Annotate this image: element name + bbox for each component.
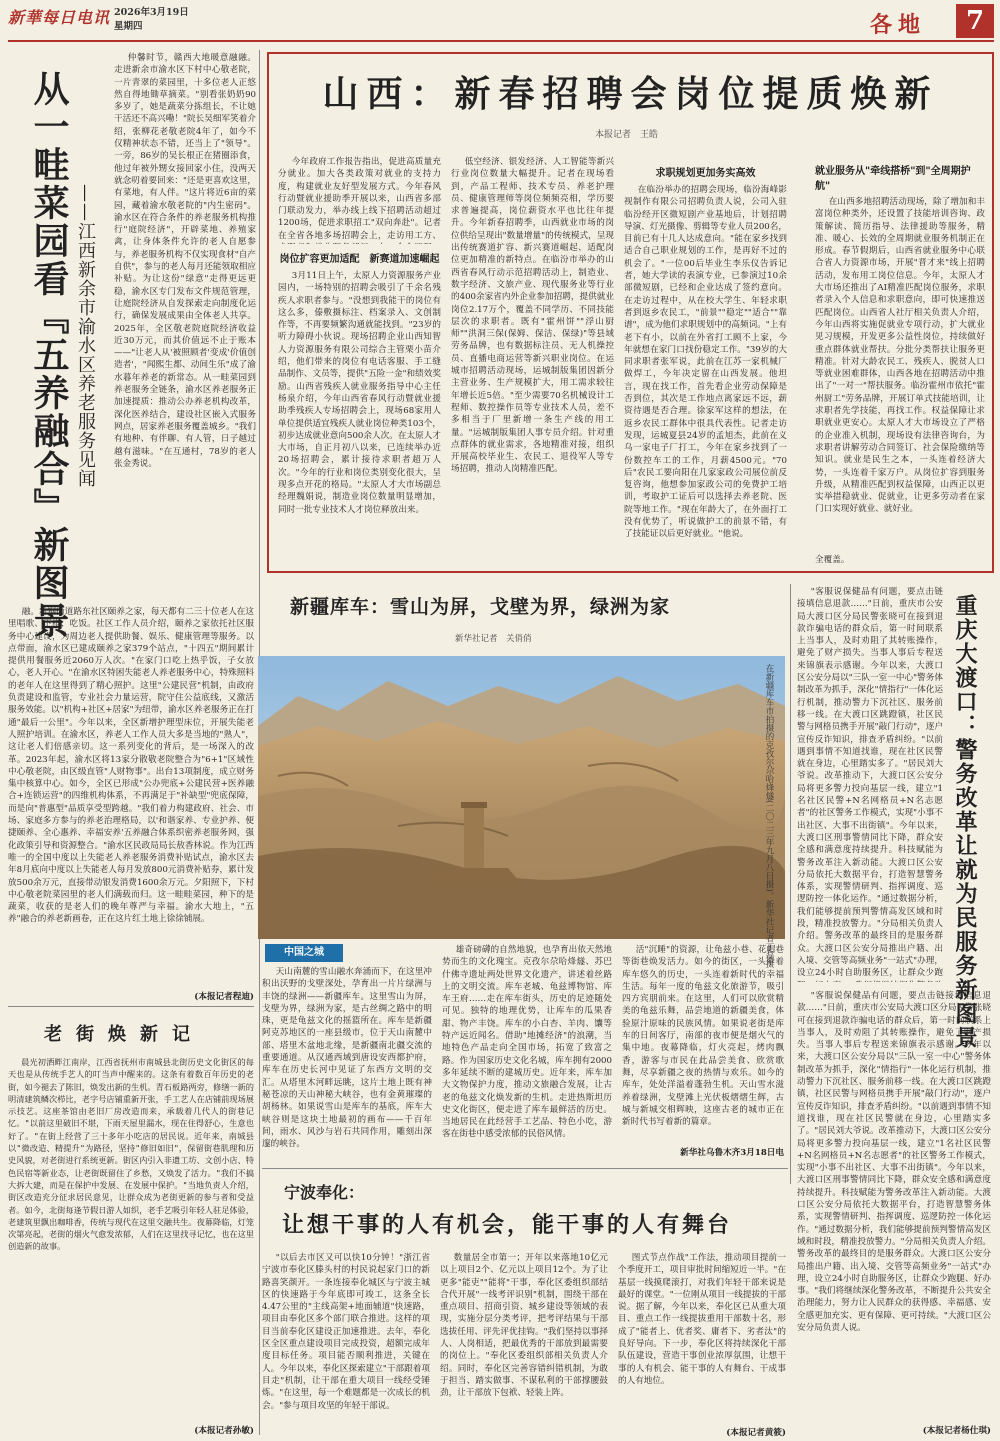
- left-story-subhead: ——江西新余市渝水区养老服务见闻: [75, 184, 96, 488]
- section-name: 各地: [870, 12, 927, 38]
- old-street-body: 晨光初洒畔江南岸，江西省抚州市南城县北街历史文化街区的每天也是从传统手艺人的叮当声中醒来的。这条有着数百年历史的老街，如今褪去了陈旧，焕发出新的生机。青石板路两旁，修缮一新的明清建筑鳞次栉比，老字号店铺重新开张，手工艺人在店铺前现场展示技艺。这座茶馆由老旧厂房改造而来，承载着几代人的街巷记忆。"以前这里破旧不堪，下雨天屋里漏水，现在住得舒心，生意也好了。"在街上经营了三十多年小吃店的居民说。近年来，南城县以"微改造、精提升"为路径，坚持"修旧如旧"，保留街巷肌理和历史风貌，对老街进行系统更新。街区内引入非遗工坊、文创小店、特色民宿等新业态，让老街既留住了乡愁，又焕发了活力。"我们不搞大拆大建，而是在保护中发展、在发展中保护。"当地负责人介绍，街区改造充分征求居民意见，让群众成为老街更新的参与者和受益者。如今，北街每逢节假日游人如织，老手艺吸引年轻人驻足体验，老建筑里飘出咖啡香，传统与现代在这里交融共生。夜幕降临，灯笼次第亮起，老街的烟火气愈发浓郁，人们在这里找寻记忆，也在这里创造新的故事。: [8, 1057, 254, 1252]
- issue-weekday: 星期四: [114, 21, 143, 32]
- issue-date: 2026年3月19日: [114, 7, 189, 18]
- xinjiang-photo-caption: 在新疆库车市拍摄的克孜尔尕哈烽燧(二〇二三年九月八日摄)。新华社记者丁磊摄: [764, 664, 774, 969]
- shanxi-col1-body: 3月11日上午，太原人力资源服务产业园内，一场特别的招聘会吸引了千余名残疾人求职者参与。"没想到我能干的岗位有这么多，傣敷摄标注、档案录入、文创制作等，不再要频繁沟通就能找到。"23岁的听力障碍小伙说。现场招聘企业山西知智人力资源服务有限公司综合主管栗小苗介绍，他们带来的岗位有电话客服、手工缝品制作、文员等，提供"五险一金"和绩效奖励。山西省残疾人就业服务指导中心主任杨泉介绍，今年山西省春风行动暨就业援助季残疾人专场招聘会上，现场68家用人单位提供适宜残疾人就业岗位种类103个，初步达成就业意向500余人次。在太原人才大市场，自正月初八以来，已连续举办近20场招聘会，累计接待求职者超万人次。"今年的行业和岗位类别变化很大，呈现多点开花的格局。"太原人才大市场副总经理魏娟说，制造业岗位数量明显增加，同时一批专业技术人才岗位释放出来。: [278, 271, 441, 515]
- chongqing-headline: 重庆大渡口：警务改革让就为民服务新图景: [952, 594, 978, 1050]
- xinjiang-col3: 活"沉睡"的资源，让龟兹小巷、花帽巷等街巷焕发活力。如今的街区，一头牵着库车悠久的历史，一头连着新时代的幸福生活。每年一度的龟兹文化旅游节，吸引四方宾朋前来。在这里，人们可以欣赏精美的龟兹乐舞，品尝地道的新疆美食，体验原汁原味的民族风情。如果说老街是库车的日间客厅，南部的夜市便是烟火气的集中地。夜幕降临，灯火亮起，烤肉飘香，游客与市民在此品尝美食、欣赏歌舞，尽享新疆之夜的热情与欢乐。如今的库车，处处洋溢着蓬勃生机。天山雪水滋养着绿洲，戈壁滩上光伏板熠熠生辉，古城与新城交相辉映，这座古老的城市正在新时代书写着新的篇章。: [622, 945, 784, 1128]
- ningbo-col3: 图式节点作战"工作法，推动项目提前一个季度开工，项目审批时间缩短近一半。"在基层一线摸爬滚打，对我们年轻干部来说是最好的课堂。"一位刚从项目一线提拔的干部说。据了解，今年以来，奉化区已从重大项目、重点工作一线提拔重用干部数十名，形成了"能者上、优者奖、庸者下、劣者汰"的良好导向。下一步，奉化区将持续深化干部队伍建设，营造干事创业浓厚氛围，让想干事的人有机会、能干事的人有舞台、干成事的人有地位。: [618, 1253, 786, 1386]
- chongqing-body-bottom: "客服说保健品有问题，要点击链接填信息退款……"日前，重庆市公安局大渡口区分局民警张晓可在接到退款诈骗电话的群众后，第一时间联系上当事人，及时劝阻了其转账操作，避免了财产损失。当事人事后专程送来锦旗表示感谢。今年以来，大渡口区公安分局以"三队一室一中心"警务体制改革为抓手，深化"情指行"一体化运行机制，推动警力下沉社区、服务前移一线。在大渡口区跳蹬镇，社区民警与网格员携手开展"敲门行动"，逐户宣传反诈知识，排查矛盾纠纷。"以前遇到事情不知道找谁，现在社区民警就在身边，心里踏实多了。"居民刘大爷说。改革推动下，大渡口区公安分局将更多警力投向基层一线，建立"1名社区民警+N名网格员+N名志愿者"的社区警务工作模式，实现"小事不出社区、大事不出街镇"。今年以来，大渡口区刑事警情同比下降，群众安全感和满意度持续提升。科技赋能为警务改革注入新动能。大渡口区公安分局依托大数据平台，打造智慧警务体系，实现警情研判、指挥调度、巡逻防控一体化运作。"通过数据分析，我们能够提前预判警情高发区域和时段，精准投放警力。"分局相关负责人介绍。警务改革的最终目的是服务群众。大渡口区公安分局推出户籍、出入境、交管等高频业务"一站式"办理，设立24小时自助服务区，让群众少跑腿、好办事。"我们将继续深化警务改革，不断提升公共安全治理能力，努力让人民群众的获得感、幸福感、安全感更加充实、更有保障、更可持续。"大渡口区公安分局负责人说。: [797, 991, 991, 1334]
- ningbo-col2: 数量居全市第一；开年以来落地10亿元以上项目2个、亿元以上项目12个。为了让更多"能吏""能将"干事，奉化区委组织部结合代开展"一线考评识别"机制，围绕干部在重点项目、招商引资、城乡建设等领域的表现，实施分层分类考评，把考评结果与干部选拔任用、评先评优挂钩。"我们坚持以事择人、人岗相适，把最优秀的干部放到最需要的岗位上。"奉化区委组织部相关负责人介绍。同时，奉化区完善容错纠错机制，为敢于担当、踏实做事、不谋私利的干部撑腰鼓劲，让干部放下包袱、轻装上阵。: [440, 1253, 608, 1399]
- masthead-rule: [8, 40, 994, 42]
- left-story-col2: 融。新钢街道路东社区颐养之家，每天都有二三十位老人在这里唱歌、下棋、吃饭。社区工作人员介绍，颐养之家依托社区服务中心建设，为周边老人提供助餐、娱乐、健康管理等服务。以点带面，渝水区已建成颐养之家379个站点，"十四五"期间累计提供用餐服务近2060万人次。"在家门口吃上热乎饭，子女放心，老人开心。"在渝水区特困失能老人养老服务中心，特殊照料的老年人在这里得到了精心照护。这里"公建民营"机制，由政府负责建设和监管，专业社会力量运营，院守住公益底线，又激活服务效能。以"机构+社区+居家"为纽带，渝水区养老服务正在打通"最后一公里"。今年以来，全区新增护理型床位，开展失能老人照护培训。在渝水区，养老人工作人员大多是当地的"熟人"，这让老人们倍感亲切。这一系列变化的背后，是一场深入的改革。2023年起，渝水区将13家分散敬老院整合为"6+1"区域性中心敬老院，由区级直管"人财物事"。出台13项制度，成立财务集中核算中心。如今，全区已形成"公办兜底+公建民营+医养融合+连锁运营"的四维机构体系，不再满足于"补缺型"兜底保障，而是向"普惠型"品质享受型跨越。"我们着力构建政府、社会、市场、家庭多方参与的养老治理格局，以'和谐家养、专业护养、便捷颐养、全心惠养、幸福安养'五养融合体系织密养老服务网，强化政策引导和资源整合。"渝水区民政局局长敖香林说。作为江西唯一的全国中度以上失能老人养老服务消费补贴试点，渝水区去年8月底向中度以上失能老人每月发放800元消费补贴券，累计发放500余万元，直接带动银发消费1600余万元。夕阳照下，下村中心敬老院菜园里的老人们满载而归。这一畦畦菜园，种下的是蔬菜，收获的是老人们的晚年尊严与幸福。渝水大地上，"五养"融合的养老新画卷，正在这片红土地上徐徐铺展。: [8, 607, 254, 925]
- chongqing-credit: (本报记者杨仕琪): [922, 1426, 991, 1436]
- kuqa-beacon-tower-photo: [258, 656, 785, 939]
- page-number: 7: [956, 4, 994, 38]
- xinjiang-col2: 雄奇磅礴的自然地貌，也孕育出依天然地势而生的文化瑰宝。克孜尔尕哈烽燧、苏巴什佛寺遗址两处世界文化遗产，讲述着丝路上的文明交流。库车老城、龟兹博物馆、库车王府……走在库车街头，历史的足迹随处可见。独特的地理优势，让库车的瓜果香甜、物产丰饶。库车的小白杏、羊肉、馕等特产远近闻名。借助"地摊经济"的浪潮，当地特色产品走向全国市场，拓宽了致富之路。作为国家历史文化名城，库车拥有2000多年延续不断的建城历史。近年来，库车加大文物保护力度，推动文旅融合发展，让古老的龟兹文化焕发新的生机。走进热斯坦历史文化街区，便走进了库车最鲜活的历史。当地居民在此经营手工艺品、特色小吃，游客在街巷中感受浓郁的民俗风情。: [442, 945, 612, 1140]
- xinjiang-byline: 新华社记者 关俏俏: [455, 634, 532, 644]
- xinjiang-col1: 天山南麓的雪山融水奔涌而下，在这里冲积出沃野的戈壁深处，孕育出一片片绿洲与丰饶的绿洲——新疆库车。这里雪山为屏，戈壁为界，绿洲为家，是古丝绸之路中的明珠，更是龟兹文化的摇篮所在。库车是新疆阿克苏地区的一座县级市，位于天山南麓中部、塔里木盆地北缘，是新疆南北疆交流的重要通道。从汉通西域到唐设安西都护府，库车在历史长河中见证了东西方文明的交汇。从塔里木河畔远眺，这片土地上既有神秘苍凉的天山神秘大峡谷，也有金黄璀璨的胡杨林。如果说雪山是库车的基底，库车大峡谷则是这块土地最初的画布——千百年间，雨水、风沙与岩石共同作用，雕刻出深邃的峡谷。: [262, 967, 432, 1150]
- divider: [262, 1168, 788, 1169]
- shanxi-byline: 本报记者 王皓: [595, 130, 659, 140]
- left-story-credit: (本报记者程迪): [194, 992, 254, 1002]
- old-street-credit: (本报记者孙敏): [194, 1426, 254, 1436]
- column-divider: [790, 584, 791, 1184]
- left-story-headline: 从一畦菜园看『五养融合』新图景: [28, 70, 70, 640]
- divider: [8, 1006, 254, 1007]
- china-city-badge: 中国之城: [265, 944, 343, 962]
- masthead: [0, 0, 1000, 38]
- ningbo-credit: (本报记者黄筱): [726, 1428, 786, 1438]
- shanxi-col2: 低空经济、银发经济、人工智能等新兴行业岗位数量大幅提升。记者在现场看到，产品工程师、技术专员、养老护理员、健康管理师等岗位频频亮相，学历要求普遍提高，岗位薪资水平也比往年提升。今年新春招聘季，山西就业市场的岗位供给呈现出"数量增量"的传统模式，呈现出传统赛道扩容、新兴赛道崛起、适配岗位更加精准的新特点。在临汾市举办的山西省春风行动示范招聘活动上，制造业、数字经济、文旅产业、现代服务业等行业的400余家省内外企业参加招聘，提供就业岗位2.17万个，覆盖不同学历、不同技能层次的求职者。既有"霍州饼""浮山厨师""洪洞三保(保姆、保洁、保绿)"等县域劳务品牌，也有数据标注员、无人机操控员、直播电商运营等新兴职业岗位。在运城市招聘活动现场，运城制版集团因新分主营业务、生产规模扩大，用工需求较往年增长近5倍。"至少需要70名机械设计工程师、数控操作员等专业技术人员，差不多相当于厂里新增一条生产线的用工量。"运城制版集团人事专员介绍。针对重点群体的就业需求，各地精准对接，组织开展高校毕业生、农民工、退役军人等专场招聘，推动人岗精准匹配。: [451, 157, 614, 475]
- ningbo-location: 宁波奉化：: [284, 1183, 365, 1202]
- shanxi-col4-end: 全覆盖。: [815, 555, 850, 565]
- xinjiang-title: 新疆库车：雪山为屏，戈壁为界，绿洲为家: [290, 596, 671, 618]
- ningbo-title: 让想干事的人有机会，能干事的人有舞台: [282, 1212, 733, 1238]
- newspaper-logo: 新華每日电讯: [8, 8, 111, 27]
- ningbo-col1: "以后去市区又可以快10分钟！"浙江省宁波市奉化区滕头村的村民说起家门口的新路喜笑颜开。一条连接奉化城区与宁波主城区的快速路于今年底即可竣工，这条全长4.47公里的"主线高架+地面辅道"快速路，项目由奉化区多个部门联合推进。这样的项目当前奉化区建设正加速推进。去年，奉化区全区重点建设项目完成投资，超额完成年度目标任务。项目能否顺利推进，关键在人。今年以来，奉化区探索建立"干部跟着项目走"机制，让干部在重大项目一线经受锤炼。"在这里，每一个难题都是一次成长的机会。"参与项目攻坚的年轻干部说。: [262, 1253, 430, 1411]
- chongqing-body-top: "客服说保健品有问题，要点击链接填信息退款……"日前，重庆市公安局大渡口区分局民警张晓可在接到退款诈骗电话的群众后，第一时间联系上当事人，及时劝阻了其转账操作，避免了财产损失。当事人事后专程送来锦旗表示感谢。今年以来，大渡口区公安分局以"三队一室一中心"警务体制改革为抓手，深化"情指行"一体化运行机制，推动警力下沉社区、服务前移一线。在大渡口区跳蹬镇，社区民警与网格员携手开展"敲门行动"，逐户宣传反诈知识，排查矛盾纠纷。"以前遇到事情不知道找谁，现在社区民警就在身边，心里踏实多了。"居民刘大爷说。改革推动下，大渡口区公安分局将更多警力投向基层一线，建立"1名社区民警+N名网格员+N名志愿者"的社区警务工作模式，实现"小事不出社区、大事不出街镇"。今年以来，大渡口区刑事警情同比下降，群众安全感和满意度持续提升。科技赋能为警务改革注入新动能。大渡口区公安分局依托大数据平台，打造智慧警务体系，实现警情研判、指挥调度、巡逻防控一体化运作。"通过数据分析，我们能够提前预判警情高发区域和时段，精准投放警力。"分局相关负责人介绍。警务改革的最终目的是服务群众。大渡口区公安分局推出户籍、出入境、交管等高频业务"一站式"办理，设立24小时自助服务区，让群众少跑: [797, 587, 943, 979]
- old-street-title: 老街焕新记: [44, 1024, 204, 1045]
- shanxi-col4: 在山西多地招聘活动现场，除了增加和丰富岗位种类外，还设置了技能培训咨询、政策解读、简历指导、法律援助等服务，精准、暖心、长效的全周期就业服务机制正在形成。春节假期后，山西省就业服务中心联合省人力资源市场，开展"晋才来"线上招聘活动，发布用工岗位信息。今年，太原人才大市场还推出了AI精准匹配岗位服务，求职者录入个人信息和求职意向，即可快速推送匹配岗位。山西省人社厅相关负责人介绍，今年山西将实施促就业专项行动，扩大就业见习规模，开发更多公益性岗位，持续做好重点群体就业帮扶。分批分类帮扶让服务更精准。针对大龄农民工、残疾人、脱贫人口等就业困难群体，山西各地在招聘活动中推出了"一对一"帮扶服务。临汾霍州市依托"霍州厨工"劳务品牌，开展订单式技能培训，让求职者先学技能，再找工作。权益保障让求职就业更安心。太原人才大市场设立了严格的企业准入机制，现场设有法律咨询台，为求职者讲解劳动合同签订、社会保险缴纳等知识。就业是民生之本，一头连着经济大势，一头连着千家万户。从岗位扩容到服务升级，从精准匹配到权益保障，山西正以更实举措稳就业、促就业，让更多劳动者在家门口实现好就业、就好业。: [815, 197, 985, 515]
- shanxi-col3: 在临汾举办的招聘会现场，临汾海峰影视制作有限公司招聘负责人说，公司入驻临汾经开区微短剧产业基地后，计划招聘导演、灯光摄像、剪辑等专业人员200名，目前已有十几人达成意向。"能在家乡找到适合自己职业规划的工作，是再好不过的机会了。"一位00后毕业生李乐仪告诉记者，她大学读的表演专业，已参演过10余部微短剧，已经和企业达成了签约意向。在走访过程中，从在校大学生、年轻求职者到返乡农民工，"前景""稳定""适合""靠谱"，成为他们求职规划中的高频词。"上有老下有小，以前在外省打工顾不上家，今年就想在家门口找份稳定工作。"39岁的大同求职者张军说，此前在江苏一家机械厂做焊工，今年决定留在山西发展。他坦言，现在找工作，首先看企业劳动保障是否到位，其次是工作地点离家远不远，薪资待遇是否合理。徐家军这样的想法，在返乡农民工群体中很具代表性。记者走访发现，运城夏县24岁的孟旭杰，此前在义乌一家电子厂打工，今年在家乡找到了一份数控车工的工作，月薪4500元。"70后"农民工要向阳在几家家政公司展位前反复咨询，他想参加家政公司的免费护工培训，考取护工证后可以选择去养老院、医院等地工作。"现在年龄大了，在外面打工没有优势了，听说做护工的前景不错，有了技能证以后更好就业。"他说。: [624, 185, 787, 540]
- shanxi-title: 山西：新春招聘会岗位提质焕新: [322, 73, 939, 115]
- left-story-col1: 仲馨时节，赣西大地暖意融融。走进新余市渝水区下村中心敬老院，一片青翠的菜园里，十多位老人正悠然自得地锄草摘菜。"别看张奶奶90多岁了，她是蔬菜分拣组长，不让她干活还不高兴嘞！"院长吴细军笑着介绍，张柳花老敬老院4年了，如今不仅精神状态不错，还当上了"领导"。一旁，86岁的吴长根正在猪圈添食，他过年被外甥女接回家小住，没两天就念叨着要回来："还是更喜欢这里，有菜地，有人伴。"这片将近6亩的菜园，藏着渝水敬老院的"内生密码"。渝水区在符合条件的养老服务机构推行"庭院经济"，开辟菜地、养殖家禽，让身体条件允许的老人自愿参与，养老服务机构不仅实现食材"自产自供"，参与的老人每月还能领取相应补贴。为让这份"绿意"走得更远更稳，渝水区专门发布文件规范管理，让庭院经济从自发探索走向制度化运行，确保发展成果由全体老人共享。2025年，全区敬老院庭院经济收益近30万元，而其价值远不止于账本——"让老人从'被照顾者'变成'价值创造者'，"闻熙生都、动间生乐"成了渝水暮年养老的新常态。从一畦菜园到养老服务全链条，渝水区养老服务正加速提质：推动公办养老机构改革，深化医养结合，建设社区嵌入式服务网点，居家养老服务覆盖城乡。"我们有地种、有伴聊、有人管，日子越过越有滋味。"在互通村，78岁的老人张金秀说。: [114, 53, 256, 469]
- shanxi-col4-subhead: 就业服务从"牵线搭桥"到"全周期护航": [815, 166, 971, 192]
- shanxi-subhead-1: 岗位扩容更加适配 新赛道加速崛起: [279, 254, 440, 265]
- xinjiang-credit: 新华社乌鲁木齐3月18日电: [680, 1148, 784, 1158]
- shanxi-subhead-2: 求职规划更加务实高效: [655, 168, 756, 179]
- shanxi-col1-intro: 今年政府工作报告指出，促进高质量充分就业。加大各类政策对就业的支持力度，构建就业友好型发展方式。今年春风行动暨就业援助季开展以来，山西省多部门联动发力，举办线上线下招聘活动超过1200场，促进求职招工"双向奔赴"。记者在全省各地多场招聘会上，走访用工方、: [278, 157, 441, 241]
